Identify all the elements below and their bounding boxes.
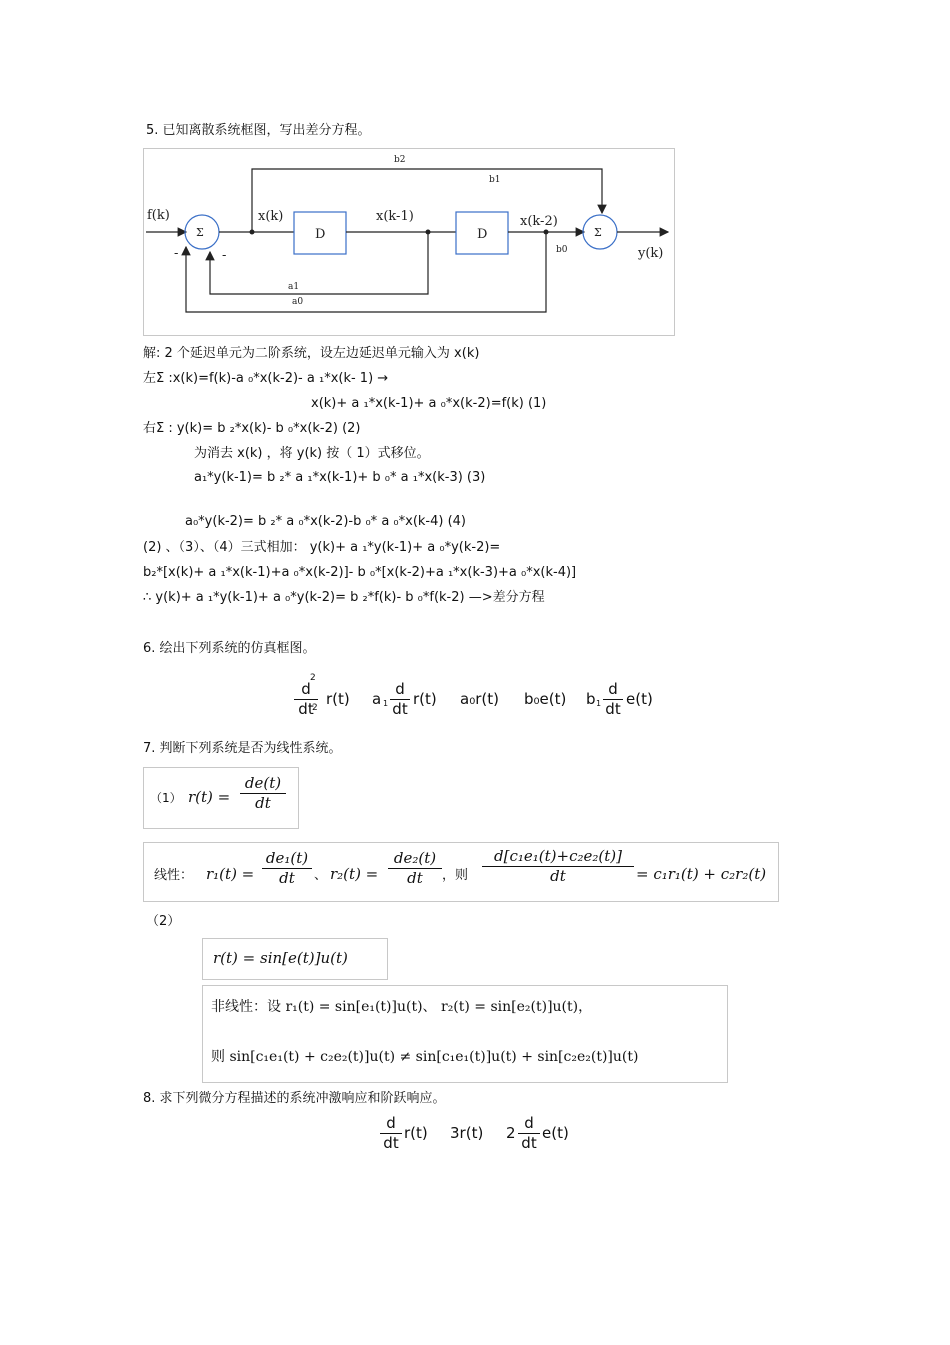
block-diagram xyxy=(143,148,675,336)
q5-line-2: 左Σ :x(k)=f(k)-a ₀*x(k-2)- a ₁*x(k- 1) → xyxy=(143,371,389,386)
q7-p1-num: de(t) xyxy=(244,774,282,792)
q7-lin-r2: r₂(t) = xyxy=(330,865,379,883)
label-sigma-2: Σ xyxy=(594,226,602,239)
q6-d1-den: dt xyxy=(392,700,408,718)
q6-a0r: a₀r(t) xyxy=(460,690,499,708)
q5-line-7: a₀*y(k-2)= b ₂* a ₀*x(k-2)-b ₀* a ₀*x(k-4) (4) xyxy=(185,514,466,529)
q6-a1-sub: 1 xyxy=(383,699,389,708)
q8-3rt: 3r(t) xyxy=(450,1124,484,1142)
q5-line-10: ∴ y(k)+ a ₁*y(k-1)+ a ₀*y(k-2)= b ₂*f(k)- b ₀*f(k-2) —>差分方程 xyxy=(143,590,545,605)
q7-lin-rhs: = c₁r₁(t) + c₂r₂(t) xyxy=(636,865,767,883)
q7-lin-d2: dt xyxy=(407,869,423,887)
q7-linear-box xyxy=(143,842,779,902)
q6-d3-den: dt xyxy=(605,700,621,718)
q6-et: e(t) xyxy=(626,690,653,708)
q6-d2-num: d xyxy=(301,680,311,698)
q7-p1-den: dt xyxy=(255,794,271,812)
label-d1: D xyxy=(315,227,326,242)
node-x1 xyxy=(426,230,431,235)
label-d2: D xyxy=(477,227,488,242)
minus-2: - xyxy=(222,248,227,263)
q5-line-3: x(k)+ a ₁*x(k-1)+ a ₀*x(k-2)=f(k) (1) xyxy=(311,396,547,411)
q6-rt-1: r(t) xyxy=(326,690,350,708)
q8-d2-den: dt xyxy=(521,1134,537,1152)
q8-d1-den: dt xyxy=(383,1134,399,1152)
node-x xyxy=(250,230,255,235)
q7-p1-lhs: r(t) = xyxy=(188,788,231,806)
q6-equation xyxy=(290,672,670,724)
q8-d2-num: d xyxy=(524,1114,534,1132)
q7-p1-label: （1） xyxy=(150,791,182,805)
q7-lin-sep: 、 xyxy=(314,868,328,883)
q6-d3-num: d xyxy=(608,680,618,698)
q7-lin-label: 线性： xyxy=(154,868,194,883)
q7-nl-line1: 非线性：设 r₁(t) = sin[e₁(t)]u(t)、 r₂(t) = sin[e₂(t)]u(t)， xyxy=(211,999,593,1015)
label-f: f(k) xyxy=(147,208,170,223)
q7-lin-n3: d[c₁e₁(t)+c₂e₂(t)] xyxy=(494,847,622,865)
label-a0: a0 xyxy=(292,297,304,307)
q7-lin-then: ，则 xyxy=(442,868,469,883)
q7-title: 7. 判断下列系统是否为线性系统。 xyxy=(143,741,342,756)
node-x2 xyxy=(544,230,549,235)
q6-b0e: b₀e(t) xyxy=(524,690,567,708)
q5-line-6: a₁*y(k-1)= b ₂* a ₁*x(k-1)+ b ₀* a ₁*x(k-3) (3) xyxy=(194,470,486,485)
q7-p2-label: （2） xyxy=(146,914,181,929)
q6-rt-2: r(t) xyxy=(413,690,437,708)
q8-two: 2 xyxy=(506,1124,516,1142)
q6-sq-top: 2 xyxy=(310,673,316,683)
q5-line-5: 为消去 x(k) ，将 y(k) 按（ 1）式移位。 xyxy=(194,446,430,461)
q5-line-1: 解: 2 个延迟单元为二阶系统，设左边延迟单元输入为 x(k) xyxy=(143,346,480,361)
q5-line-4: 右Σ : y(k)= b ₂*x(k)- b ₀*x(k-2) (2) xyxy=(143,421,361,436)
q5-line-9: b₂*[x(k)+ a ₁*x(k-1)+a ₀*x(k-2)]- b ₀*[x(k-2)+a ₁*x(k-3)+a ₀*x(k-4)] xyxy=(143,565,577,580)
q7-part1-box xyxy=(143,767,299,829)
q7-p2-eq: r(t) = sin[e(t)]u(t) xyxy=(213,949,348,967)
block-diagram-svg xyxy=(144,149,674,335)
q6-b1: b xyxy=(586,690,596,708)
q7-lin-r1: r₁(t) = xyxy=(206,865,255,883)
q8-et: e(t) xyxy=(542,1124,569,1142)
label-y: y(k) xyxy=(638,246,664,261)
q8-title: 8. 求下列微分方程描述的系统冲激响应和阶跃响应。 xyxy=(143,1091,446,1106)
q8-rt: r(t) xyxy=(404,1124,428,1142)
q8-d1-num: d xyxy=(386,1114,396,1132)
q6-b1-sub: 1 xyxy=(596,699,602,708)
q7-lin-n1: de₁(t) xyxy=(265,849,309,867)
q6-title: 6. 绘出下列系统的仿真框图。 xyxy=(143,641,316,656)
q6-a1: a xyxy=(372,690,382,708)
q7-part2-box xyxy=(202,938,388,980)
minus-1: - xyxy=(174,246,179,261)
label-sigma-1: Σ xyxy=(196,226,204,239)
label-b2: b2 xyxy=(394,155,406,165)
q5-title: 5. 已知离散系统框图，写出差分方程。 xyxy=(146,123,371,138)
q7-lin-d1: dt xyxy=(279,869,295,887)
q6-sq-bot: 2 xyxy=(312,703,318,713)
q8-equation xyxy=(378,1112,598,1160)
q6-d2-den: dt xyxy=(298,700,314,718)
a0-feedback xyxy=(186,232,546,312)
q6-d1-num: d xyxy=(395,680,405,698)
q7-nl-line2: 则 sin[c₁e₁(t) + c₂e₂(t)]u(t) ≠ sin[c₁e₁(t)]u(t) + sin[c₂e₂(t)]u(t) xyxy=(211,1049,639,1065)
q7-nonlinear-box xyxy=(202,985,728,1083)
label-b0: b0 xyxy=(556,245,568,255)
q5-line-8: (2) 、（3）、（4）三式相加： y(k)+ a ₁*y(k-1)+ a ₀*y(k-2)= xyxy=(143,540,501,555)
label-x: x(k) xyxy=(258,209,284,224)
label-x2: x(k-2) xyxy=(520,214,558,229)
label-x1: x(k-1) xyxy=(376,209,414,224)
label-b1: b1 xyxy=(489,175,501,185)
q7-lin-n2: de₂(t) xyxy=(393,849,437,867)
q7-lin-d3: dt xyxy=(550,867,566,885)
label-a1: a1 xyxy=(288,282,300,292)
